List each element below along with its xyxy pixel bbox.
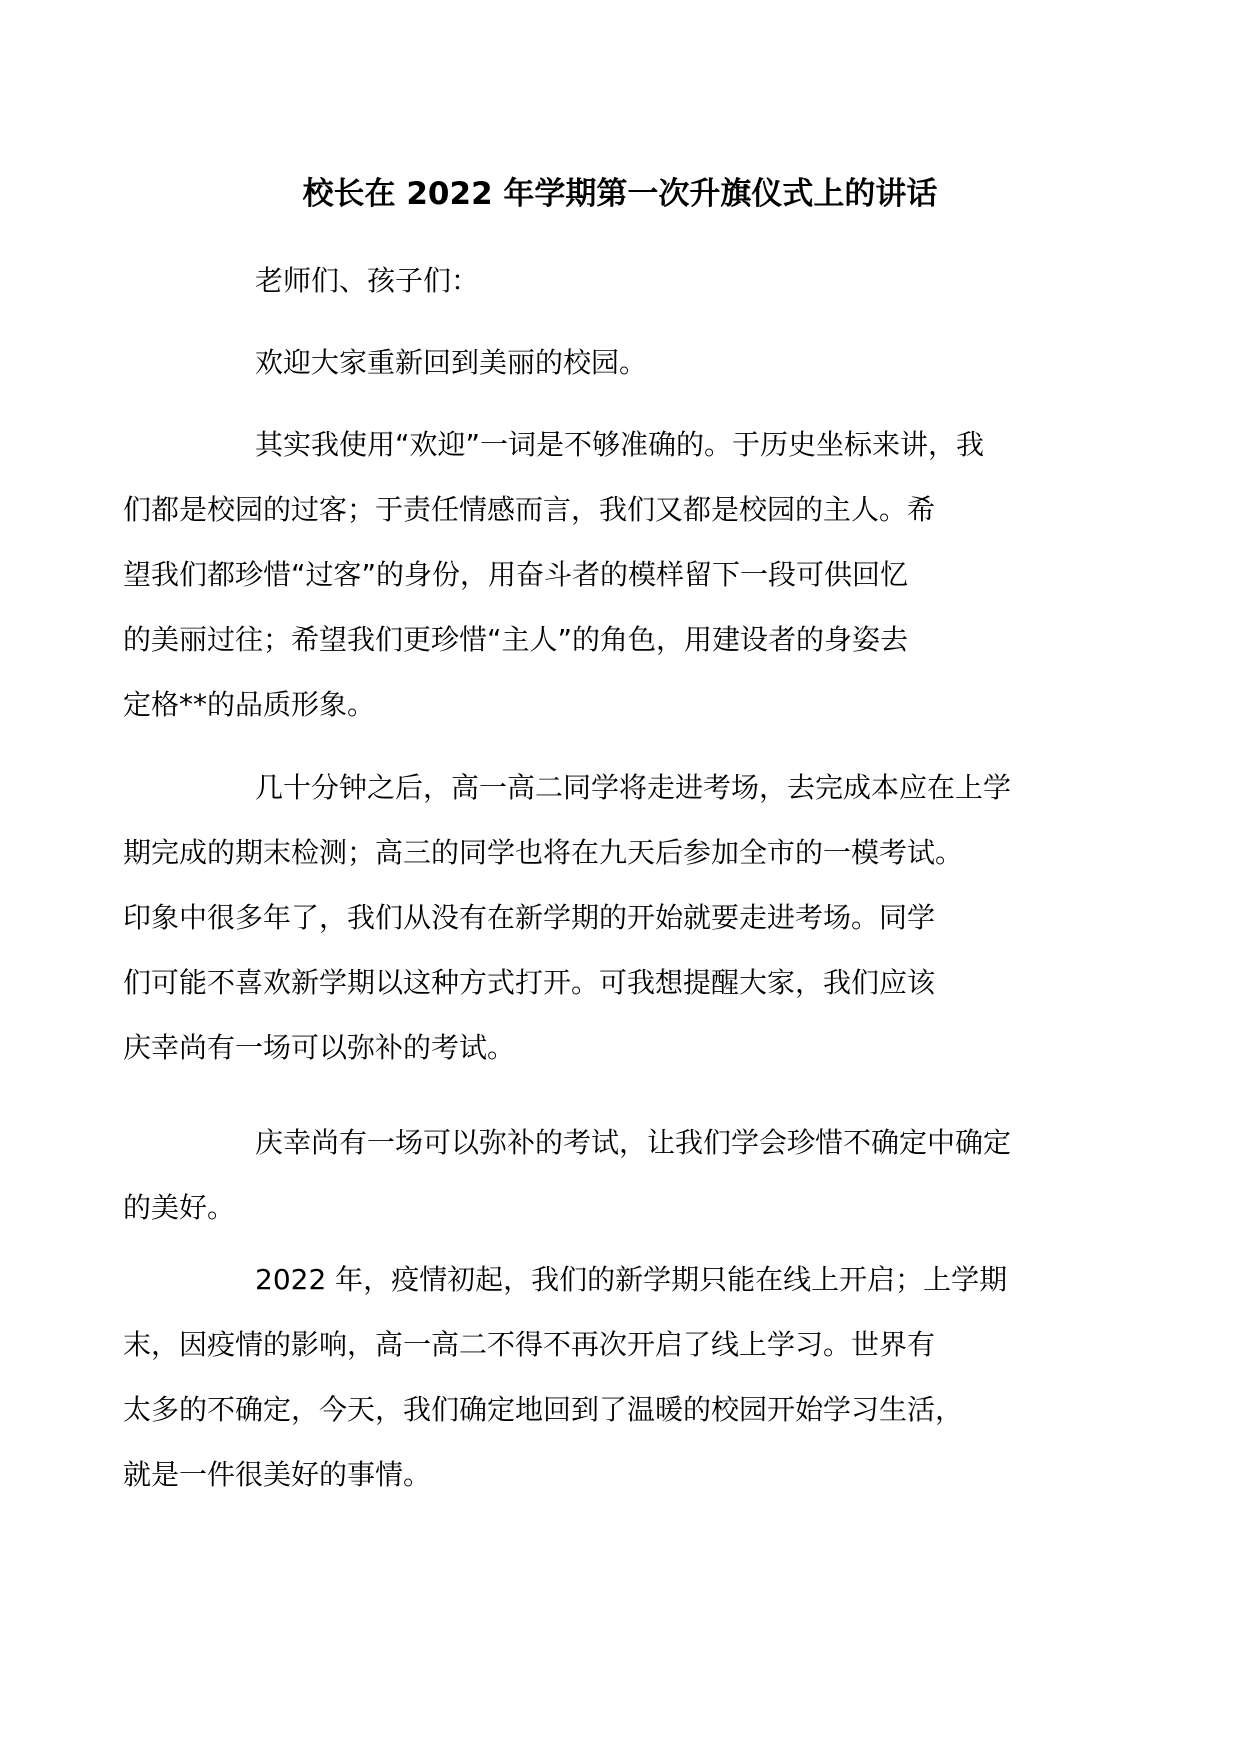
paragraph-line: 太多的不确定，今天，我们确定地回到了温暖的校园开始学习生活，: [123, 1393, 964, 1426]
paragraph-line: 们可能不喜欢新学期以这种方式打开。可我想提醒大家，我们应该: [123, 966, 936, 999]
paragraph-2: [123, 755, 1059, 1080]
paragraph-line: 就是一件很美好的事情。: [123, 1458, 432, 1491]
paragraph-line: 的美好。: [123, 1191, 236, 1224]
paragraph-3: [123, 1110, 1059, 1240]
paragraph-line: 印象中很多年了，我们从没有在新学期的开始就要走进考场。同学: [123, 901, 936, 934]
paragraph-line: 望我们都珍惜“过客”的身份，用奋斗者的模样留下一段可供回忆: [123, 558, 909, 591]
salutation: 老师们、孩子们：: [255, 264, 480, 297]
document-title: 校长在 2022 年学期第一次升旗仪式上的讲话: [302, 176, 938, 212]
paragraph-line: 其实我使用“欢迎”一词是不够准确的。于历史坐标来讲，我: [255, 428, 985, 461]
paragraph-line: 2022 年，疫情初起，我们的新学期只能在线上开启；上学期: [255, 1263, 1008, 1296]
paragraph-line: 几十分钟之后，高一高二同学将走进考场，去完成本应在上学: [255, 771, 1012, 804]
welcome-paragraph: 欢迎大家重新回到美丽的校园。: [255, 346, 648, 379]
paragraph-line: 末，因疫情的影响，高一高二不得不再次开启了线上学习。世界有: [123, 1328, 936, 1361]
paragraph-line: 期完成的期末检测；高三的同学也将在九天后参加全市的一模考试。: [123, 836, 964, 869]
paragraph-4: [123, 1247, 1059, 1507]
paragraph-line: 的美丽过往；希望我们更珍惜“主人”的角色，用建设者的身姿去: [123, 623, 909, 656]
paragraph-line: 庆幸尚有一场可以弥补的考试，让我们学会珍惜不确定中确定: [255, 1126, 1012, 1159]
paragraph-1: [123, 412, 1059, 737]
paragraph-line: 庆幸尚有一场可以弥补的考试。: [123, 1031, 516, 1064]
paragraph-line: 定格**的品质形象。: [123, 688, 376, 721]
paragraph-line: 们都是校园的过客；于责任情感而言，我们又都是校园的主人。希: [123, 493, 936, 526]
